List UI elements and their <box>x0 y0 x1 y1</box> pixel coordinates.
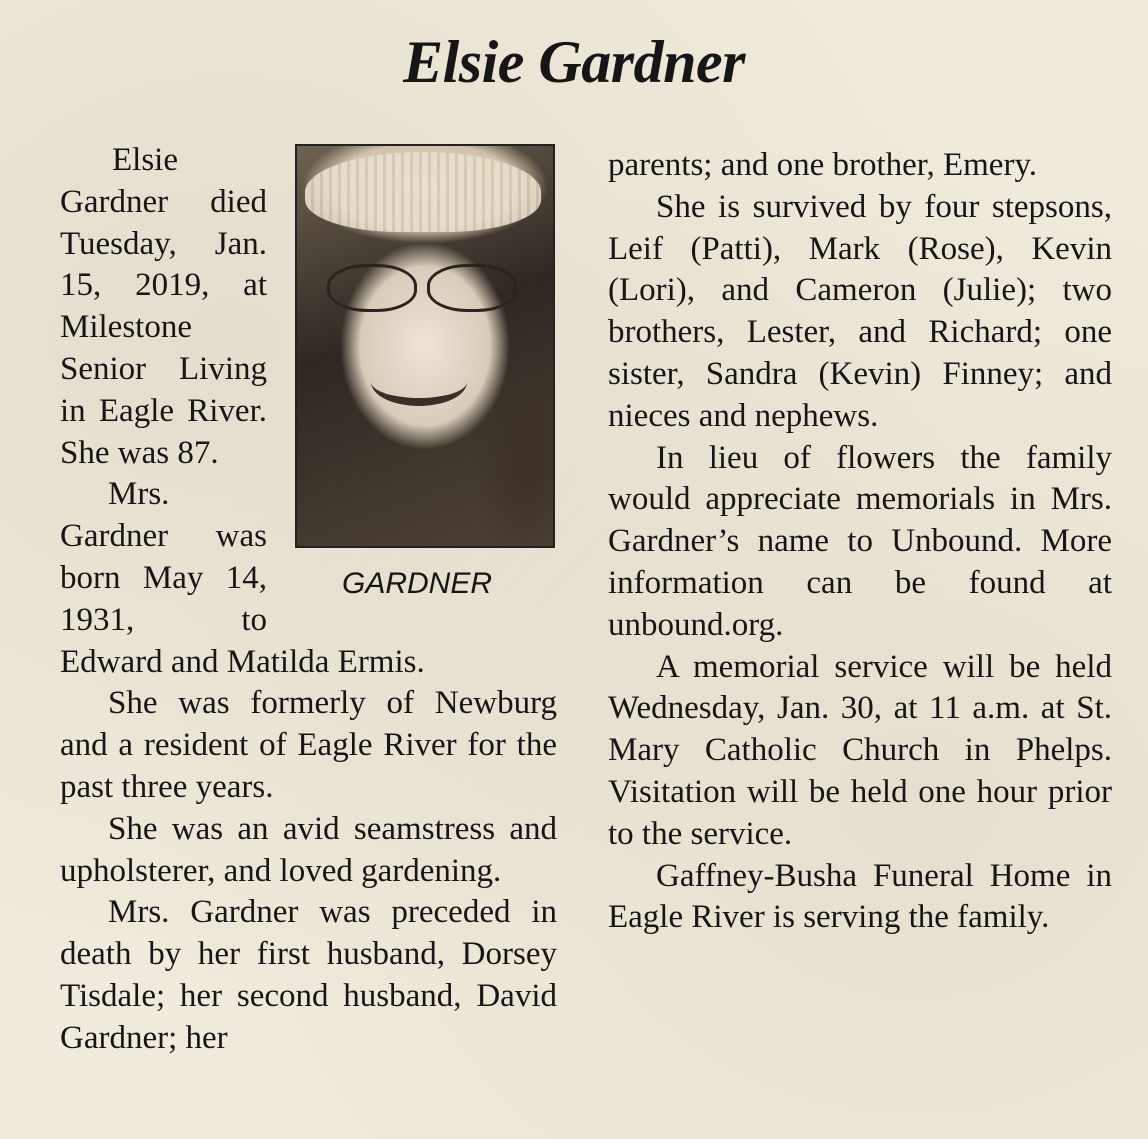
paragraph-hobbies: She was an avid seamstress and upholsterer, and loved gardening. <box>60 810 557 889</box>
glasses-right-lens <box>427 264 517 312</box>
paragraph-service: A memorial service will be held Wednesday, Jan. 30, at 11 a.m. at St. Mary Catholic Church in Phelps. Visitation will be held one hour prior to the service. <box>608 648 1112 852</box>
portrait-photo <box>295 144 555 548</box>
headline: Elsie Gardner <box>403 29 745 95</box>
obituary-column-right <box>608 145 1112 939</box>
paragraph-survivors: She is survived by four stepsons, Leif (Patti), Mark (Rose), Kevin (Lori), and Cameron (Julie); two brothers, Lester, and Richard; one sister, Sandra (Kevin) Finney; and nieces and nephews. <box>608 188 1112 434</box>
hat-shape <box>305 152 541 232</box>
paragraph-preceded-in-death-part2: parents; and one brother, Emery. <box>608 147 1038 183</box>
paragraph-birth: Mrs. Gardner was born May 14, 1931, to Edward and Matilda Ermis. <box>60 476 425 680</box>
obituary-column-left <box>60 140 557 1060</box>
paragraph-death-notice: Elsie Gardner died Tuesday, Jan. 15, 2019, at Milestone Senior Living in Eagle River. She was 87. <box>60 142 267 471</box>
portrait-block <box>287 140 557 626</box>
paragraph-residence: She was formerly of Newburg and a resident of Eagle River for the past three years. <box>60 685 557 805</box>
paragraph-memorials: In lieu of flowers the family would appreciate memorials in Mrs. Gardner’s name to Unbound. More information can be found at unbound.org. <box>608 439 1112 643</box>
glasses-left-lens <box>327 264 417 312</box>
photo-caption: GARDNER <box>341 567 492 600</box>
smile-shape <box>371 358 467 406</box>
paragraph-preceded-in-death-part1: Mrs. Gardner was preceded in death by her first husband, Dorsey Tisdale; her second husband, David Gardner; her <box>60 894 557 1056</box>
paragraph-funeral-home: Gaffney-Busha Funeral Home in Eagle River is serving the family. <box>608 857 1112 936</box>
